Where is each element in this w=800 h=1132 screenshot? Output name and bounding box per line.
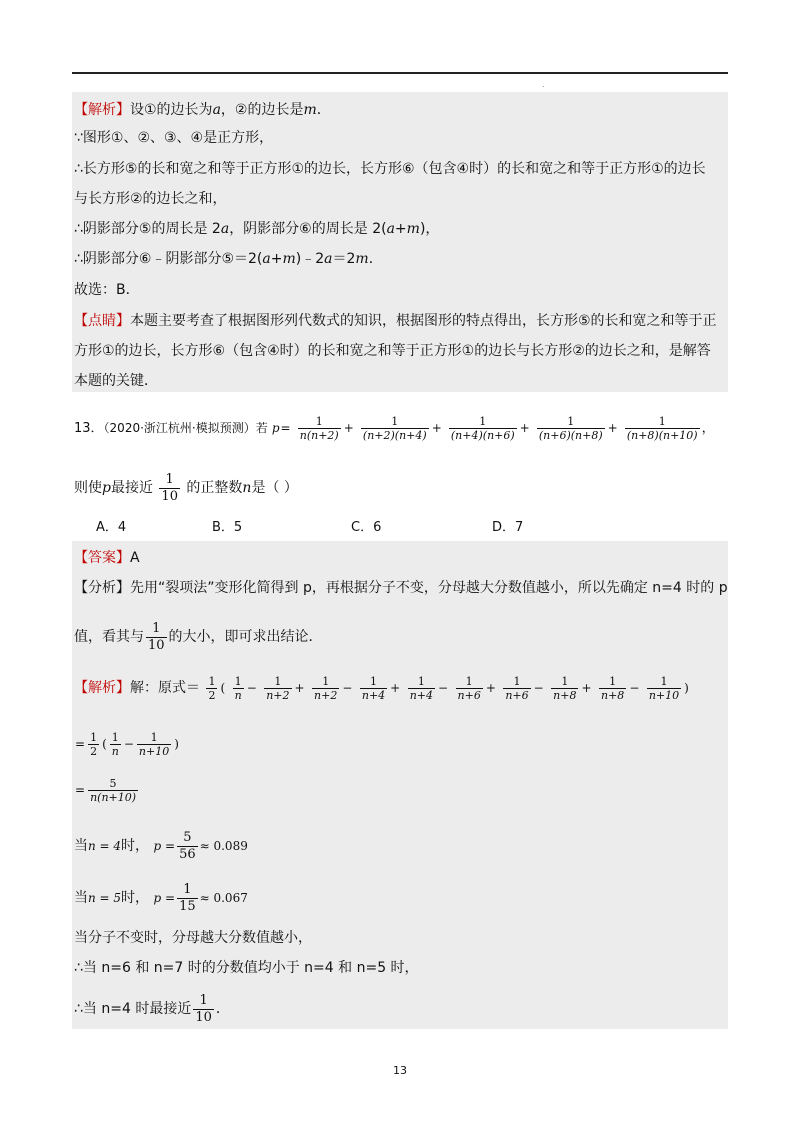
answer-block (72, 541, 728, 1029)
option-b: B．5 (212, 520, 243, 535)
simplify-step-1: = $\frac{1}{2}$ ( $\frac{1}{n}$ − $\frac{1}{n+10}$ ) (75, 730, 179, 758)
solution-line-6: ∴阴影部分⑥﹣阴影部分⑤＝2(a+m)﹣2a＝2m． (74, 251, 383, 267)
question-13-ask: 则使p最接近 $\frac{1}{10}$ 的正整数n是（ ） (74, 471, 298, 504)
header-dot: . (542, 80, 545, 89)
comment-line-2: 方形①的边长，长方形⑥（包含④时）的长和宽之和等于正方形①的边长与长方形②的边长之和，是解答 (74, 343, 711, 359)
solution-expansion: 【解析】解：原式＝ $\frac{1}{2}$ ( $\frac{1}{n}$ − $\frac{1}{n+2}$ + $\frac{1}{n+2}$ − $\frac{1}{n+4}$ + $\frac{1}{n+4}$ − $\frac{1}{n+6}$ + $\frac{1}{n+6}$ − $\frac{1}{n+8}$ + $\frac{1}{n+8}$ − $\frac{1}{n+10}$ ) (74, 674, 689, 702)
comment-line-1: 【点睛】本题主要考查了根据图形列代数式的知识，根据图形的特点得出，长方形⑤的长和宽之和等于正 (74, 313, 717, 329)
option-d: D．7 (492, 520, 524, 535)
term-3: $\frac{1}{(n+4)(n+6)}$ (450, 415, 515, 442)
case-n-5: 当n = 5时， p = $\frac{1}{15}$ ≈ 0.067 (74, 881, 248, 914)
reason-line-2: ∴当 n=6 和 n=7 时的分数值均小于 n=4 和 n=5 时， (74, 960, 419, 976)
solution-line-7: 故选：B． (74, 282, 140, 298)
simplify-step-2: = $\frac{5}{n(n+10)}$ (75, 776, 137, 804)
page-number: 13 (393, 1064, 407, 1077)
term-1: $\frac{1}{n(n+2)}$ (299, 415, 339, 442)
question-13-stem: 13．（2020·浙江杭州·模拟预测）若 p= $\frac{1}{n(n+2)}$ + $\frac{1}{(n+2)(n+4)}$ + $\frac{1}{(n+4)(n+6)}$ + $\frac{1}{(n+6)(n+8)}$ + $\frac{1}{(n+8)(n+10)}$ ， (74, 415, 715, 442)
header-rule (72, 72, 728, 74)
solution-line-3: ∴长方形⑤的长和宽之和等于正方形①的边长，长方形⑥（包含④时）的长和宽之和等于正方形①的边长 (74, 161, 706, 177)
answer-line: 【答案】A (74, 550, 140, 566)
solution-line-2: ∵图形①、②、③、④是正方形， (74, 130, 274, 146)
term-5: $\frac{1}{(n+8)(n+10)}$ (626, 415, 698, 442)
option-c: C．6 (351, 520, 382, 535)
solution-line-1: 【解析】设①的边长为a，②的边长是m． (74, 102, 331, 118)
comment-line-3: 本题的关键． (74, 373, 158, 389)
term-2: $\frac{1}{(n+2)(n+4)}$ (362, 415, 427, 442)
term-4: $\frac{1}{(n+6)(n+8)}$ (538, 415, 603, 442)
analysis-line-2: 值，看其与 $\frac{1}{10}$ 的大小，即可求出结论． (74, 620, 323, 653)
option-a: A．4 (96, 520, 127, 535)
analysis-line-1: 【分析】先用“裂项法”变形化简得到 p，再根据分子不变，分母越大分数值越小，所以先确定 n=4 时的 p (74, 580, 728, 596)
conclusion-line: ∴当 n=4 时最接近 $\frac{1}{10}$ ． (74, 992, 230, 1025)
solution-line-5: ∴阴影部分⑤的周长是 2a，阴影部分⑥的周长是 2(a+m)， (74, 221, 440, 237)
solution-line-4: 与长方形②的边长之和， (74, 191, 227, 207)
reason-line-1: 当分子不变时，分母越大分数值越小， (74, 930, 312, 946)
case-n-4: 当n = 4时， p = $\frac{5}{56}$ ≈ 0.089 (74, 829, 248, 862)
